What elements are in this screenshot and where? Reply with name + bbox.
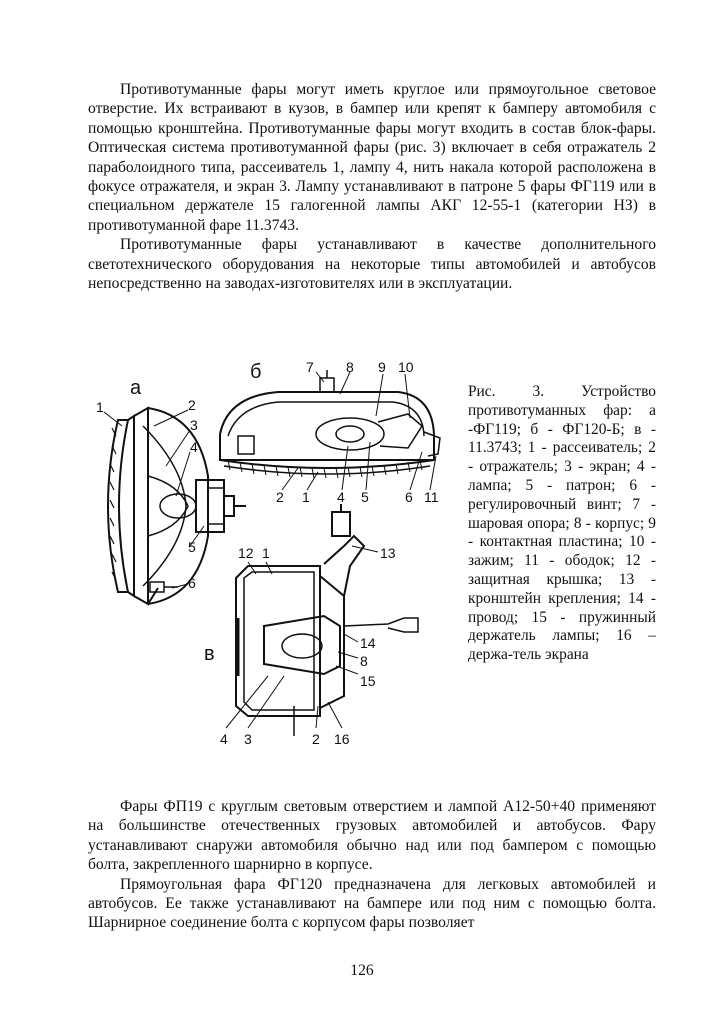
paragraph: Фары ФП19 с круглым световым отверстием и лампой А12-50+40 применяют на большинстве отечественных грузовых автомобилей и автобусов. Фару устанавливают снаружи автомобиля обычно над или под бампером с помощью болта, закрепленного шарнирно в корпусе. xyxy=(88,798,656,874)
view-a-label: 3 xyxy=(190,417,198,433)
view-c-drawing xyxy=(226,504,418,736)
view-b-label: 4 xyxy=(337,489,345,505)
headlamp-figure xyxy=(88,356,468,760)
bottom-text xyxy=(88,797,656,933)
view-b-label: 8 xyxy=(346,359,354,375)
view-a-label: 5 xyxy=(188,539,196,555)
view-c-label: 3 xyxy=(244,731,252,747)
view-c-label: 15 xyxy=(360,673,376,689)
view-b-label: 1 xyxy=(302,489,310,505)
view-b-label: 7 xyxy=(306,359,314,375)
view-b-label: 6 xyxy=(405,489,413,505)
view-b-label: 9 xyxy=(378,359,386,375)
view-b-drawing xyxy=(220,370,440,490)
view-a-drawing xyxy=(104,408,246,604)
view-a-label: 2 xyxy=(188,397,196,413)
view-b-label: 10 xyxy=(398,359,414,375)
paragraph: Прямоугольная фара ФГ120 предназначена для легковых автомобилей и автобусов. Ее также устанавливают на бампере или под ним с помощью болта. Шарнирное соединение болта с корпусом фары позволяет xyxy=(88,875,656,932)
paragraph: Противотуманные фары устанавливают в качестве дополнительного светотехнического оборудования на некоторые типы автомобилей и автобусов непосредственно на заводах-изготовителях или в эксплуатации. xyxy=(88,236,656,293)
view-a-label: 4 xyxy=(190,439,198,455)
view-c-label: 8 xyxy=(360,653,368,669)
view-b-label: 2 xyxy=(276,489,284,505)
figure-caption-text: Рис. 3. Устройство противотуманных фар: а -ФГ119; б - ФГ120-Б; в - 11.3743; 1 - рассеиватель; 2 - отражатель; 3 - экран; 4 - лампа; 5 - патрон; 6 - регулировочный винт; 7 - шаровая опора; 8 - корпус; 9 - контактная пластина; 10 - зажим; 11 - ободок; 12 - защитная крышка; 13 - кронштейн крепления; 14 - провод; 15 - пружинный держатель лампы; 16 – держа-тель экрана xyxy=(468,383,656,664)
view-c-label: 13 xyxy=(380,545,396,561)
view-b-label: 5 xyxy=(361,489,369,505)
view-c-label: 12 xyxy=(238,545,254,561)
paragraph: Противотуманные фары могут иметь круглое или прямоугольное световое отверстие. Их встраивают в кузов, в бампер или крепят к бамперу автомобиля с помощью кронштейна. Противотуманные фары могут входить в состав блок-фары. Оптическая система противотуманной фары (рис. 3) включает в себя отражатель 2 параболоидного типа, рассеиватель 1, лампу 4, нить накала которой расположена в фокусе отражателя, и экран 3. Лампу устанавливают в патроне 5 фары ФГ119 или в специальном держателе 15 галогенной лампы АКГ 12-55-1 (категории НЗ) в противотуманной фаре 11.3743. xyxy=(88,81,656,234)
view-c-label: 4 xyxy=(220,731,228,747)
view-c-label: 2 xyxy=(312,731,320,747)
top-text xyxy=(88,80,656,293)
view-c-label: 1 xyxy=(262,545,270,561)
view-b-label: 11 xyxy=(424,489,439,505)
view-c-label: 16 xyxy=(334,731,350,747)
view-b-letter: б xyxy=(250,361,262,383)
view-c-letter: в xyxy=(204,643,215,665)
view-a-label: 6 xyxy=(188,575,196,591)
view-a-letter: а xyxy=(130,377,142,399)
view-c-label: 14 xyxy=(360,635,376,651)
figure-caption xyxy=(468,383,656,665)
page-number: 126 xyxy=(350,962,374,979)
view-a-label: 1 xyxy=(96,399,104,415)
